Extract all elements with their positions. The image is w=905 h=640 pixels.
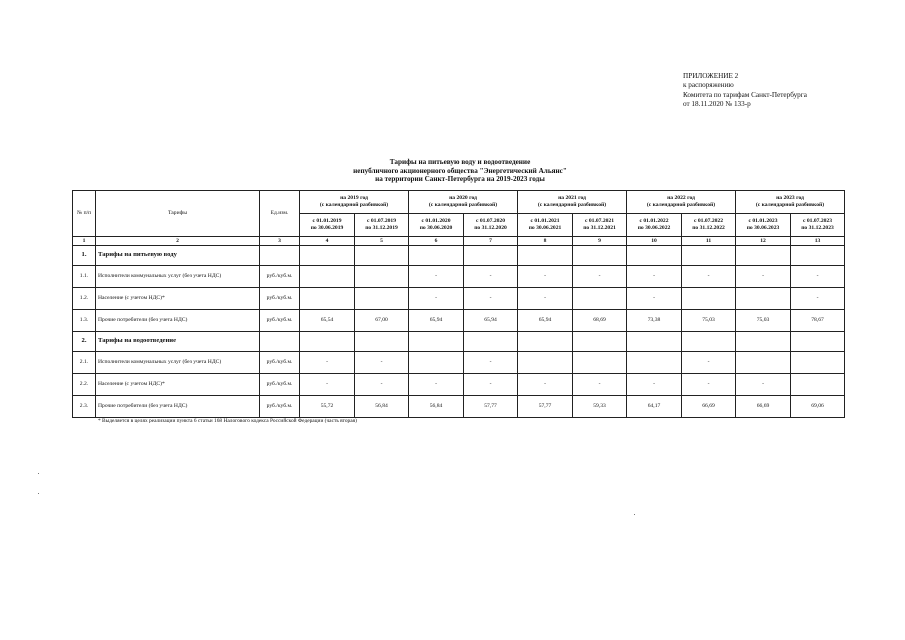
col-number: 10 (627, 237, 682, 246)
annex-line-4: от 18.11.2020 № 133-р (683, 100, 751, 109)
header-year-2019 (300, 191, 409, 214)
scan-speck (634, 514, 635, 515)
year-label: на 2020 год (449, 195, 477, 202)
scan-speck (38, 493, 39, 494)
tariff-value: - (573, 374, 627, 396)
tariff-value (573, 352, 627, 374)
period-from: с 01.07.2019 (366, 218, 397, 225)
header-year-2020 (409, 191, 518, 214)
period-from: с 01.07.2023 (802, 218, 833, 225)
period-to: по 31.12.2019 (365, 225, 398, 231)
empty-cell (260, 332, 300, 352)
table-row (73, 352, 845, 374)
year-label: на 2021 год (558, 195, 586, 202)
row-number: 2.1. (73, 352, 96, 374)
tariff-value (573, 288, 627, 310)
tariff-value: - (736, 266, 791, 288)
period-cell (627, 214, 682, 237)
period-cell (791, 214, 845, 237)
col-number: 6 (409, 237, 464, 246)
empty-cell (518, 246, 573, 266)
period-from: с 01.07.2022 (693, 218, 724, 225)
tariff-value (355, 288, 409, 310)
year-sub: (с календарной разбивкой) (755, 202, 825, 208)
section-title: Тарифы на водоотведение (96, 332, 260, 352)
col-number: 12 (736, 237, 791, 246)
col-number: 13 (791, 237, 845, 246)
year-sub: (с календарной разбивкой) (537, 202, 607, 208)
col-number: 11 (682, 237, 736, 246)
tariff-value: 65,94 (518, 310, 573, 332)
row-name: Исполнители коммунальных услуг (без учета НДС) (96, 266, 260, 288)
col-number: 1 (73, 237, 96, 246)
period-from: с 01.01.2022 (639, 218, 669, 225)
empty-cell (518, 332, 573, 352)
period-to: по 30.06.2020 (419, 225, 453, 231)
row-number: 1.3. (73, 310, 96, 332)
year-sub: (с календарной разбивкой) (319, 202, 389, 208)
row-number: 2.3. (73, 396, 96, 418)
col-number: 8 (518, 237, 573, 246)
tariff-value: - (300, 374, 355, 396)
empty-cell (627, 246, 682, 266)
tariff-value: - (464, 352, 518, 374)
row-name: Исполнители коммунальных услуг (без учета НДС) (96, 352, 260, 374)
tariff-value (791, 374, 845, 396)
annex-line-2: к распоряжению (683, 81, 734, 90)
annex-block (683, 72, 807, 110)
period-cell (573, 214, 627, 237)
row-name: Население (с учетом НДС)* (96, 288, 260, 310)
title-line-3: на территории Санкт-Петербурга на 2019-2023 годы (375, 175, 545, 184)
period-cell (682, 214, 736, 237)
tariff-value (627, 352, 682, 374)
table-row (73, 396, 845, 418)
row-number: 1.1. (73, 266, 96, 288)
tariff-value: 75,03 (682, 310, 736, 332)
empty-cell (573, 332, 627, 352)
period-from: с 01.07.2021 (584, 218, 615, 225)
header-year-2021 (518, 191, 627, 214)
row-number: 1.2. (73, 288, 96, 310)
row-unit: руб./куб.м. (260, 266, 300, 288)
header-col-unit: Ед.изм. (260, 191, 300, 237)
empty-cell (355, 332, 409, 352)
title-line-1: Тарифы на питьевую воду и водоотведение (389, 158, 531, 166)
tariff-value: - (518, 266, 573, 288)
row-number: 2.2. (73, 374, 96, 396)
col-number: 7 (464, 237, 518, 246)
period-to: по 30.06.2022 (637, 225, 671, 231)
period-from: с 01.01.2020 (421, 218, 451, 225)
tariff-value: 69,06 (791, 396, 845, 418)
tariff-value: - (518, 374, 573, 396)
annex-line-3: Комитета по тарифам Санкт-Петербурга (683, 90, 807, 99)
year-sub: (с календарной разбивкой) (646, 202, 716, 208)
row-unit: руб./куб.м. (260, 288, 300, 310)
col-number: 2 (96, 237, 260, 246)
period-cell (300, 214, 355, 237)
tariff-value (409, 352, 464, 374)
tariff-value: 57,77 (464, 396, 518, 418)
table-row (73, 288, 845, 310)
tariff-value: 65,54 (300, 310, 355, 332)
period-cell (355, 214, 409, 237)
tariff-value: - (627, 374, 682, 396)
tariff-value (736, 288, 791, 310)
row-name: Население (с учетом НДС)* (96, 374, 260, 396)
empty-cell (682, 332, 736, 352)
year-label: на 2019 год (340, 195, 368, 202)
tariff-value: - (464, 374, 518, 396)
section-row (73, 332, 845, 352)
tariff-value: 66,69 (682, 396, 736, 418)
empty-cell (300, 332, 355, 352)
table-row (73, 310, 845, 332)
period-cell (464, 214, 518, 237)
header-col-no: № п/п (73, 191, 96, 237)
tariff-value: - (355, 352, 409, 374)
empty-cell (464, 246, 518, 266)
tariff-value: - (409, 374, 464, 396)
period-cell (518, 214, 573, 237)
tariff-value (682, 288, 736, 310)
tariff-value: 65,94 (464, 310, 518, 332)
tariff-value: - (682, 266, 736, 288)
header-year-2023 (736, 191, 845, 214)
tariff-value: - (736, 374, 791, 396)
title-line-2: непубличного акционерного общества "Энергетический Альянс" (353, 166, 567, 175)
period-from: с 01.01.2019 (312, 218, 342, 225)
year-label: на 2023 год (776, 195, 804, 202)
year-label: на 2022 год (667, 195, 695, 202)
col-number: 4 (300, 237, 355, 246)
row-name: Прочие потребители (без учета НДС) (96, 310, 260, 332)
tariff-value: - (464, 288, 518, 310)
empty-cell (682, 246, 736, 266)
annex-line-1: ПРИЛОЖЕНИЕ 2 (683, 72, 739, 80)
tariff-value: - (518, 288, 573, 310)
period-from: с 01.07.2020 (475, 218, 506, 225)
tariff-value: 57,77 (518, 396, 573, 418)
col-number: 5 (355, 237, 409, 246)
tariff-value: 56,84 (355, 396, 409, 418)
period-from: с 01.01.2023 (748, 218, 778, 225)
empty-cell (409, 332, 464, 352)
empty-cell (260, 246, 300, 266)
tariff-value: - (682, 374, 736, 396)
tariff-value: 56,84 (409, 396, 464, 418)
tariff-value: - (682, 352, 736, 374)
period-to: по 30.06.2019 (310, 225, 344, 231)
tariff-value: 67,00 (355, 310, 409, 332)
header-col-tariff: Тарифы (96, 191, 260, 237)
tariff-value (355, 266, 409, 288)
tariff-value: - (573, 266, 627, 288)
tariff-value: - (627, 266, 682, 288)
tariff-value: 78,67 (791, 310, 845, 332)
period-from: с 01.01.2021 (530, 218, 560, 225)
row-unit: руб./куб.м. (260, 310, 300, 332)
empty-cell (355, 246, 409, 266)
tariff-value: 73,38 (627, 310, 682, 332)
tariff-value: 64,17 (627, 396, 682, 418)
period-to: по 31.12.2021 (583, 225, 616, 231)
tariff-value (736, 352, 791, 374)
section-row (73, 246, 845, 266)
row-unit: руб./куб.м. (260, 374, 300, 396)
tariff-value: 55,72 (300, 396, 355, 418)
row-name: Прочие потребители (без учета НДС) (96, 396, 260, 418)
tariff-value (300, 288, 355, 310)
period-to: по 31.12.2022 (692, 225, 725, 231)
tariff-value: - (409, 288, 464, 310)
empty-cell (464, 332, 518, 352)
footnote: * Выделяется в целях реализации пункта 6 статьи 168 Налогового кодекса Российской Федерации (часть вторая) (98, 418, 357, 424)
document-title (300, 158, 620, 184)
column-number-row (73, 237, 845, 246)
empty-cell (409, 246, 464, 266)
tariff-value (300, 266, 355, 288)
tariff-value: 59,33 (573, 396, 627, 418)
scan-speck (38, 473, 39, 474)
tariff-value: - (627, 288, 682, 310)
section-title: Тарифы на питьевую воду (96, 246, 260, 266)
period-cell (736, 214, 791, 237)
period-to: по 31.12.2020 (474, 225, 507, 231)
tariff-value: 65,94 (409, 310, 464, 332)
section-number: 1. (73, 246, 96, 266)
empty-cell (573, 246, 627, 266)
period-to: по 30.06.2021 (528, 225, 562, 231)
col-number: 3 (260, 237, 300, 246)
tariff-value: 75,03 (736, 310, 791, 332)
table-row (73, 374, 845, 396)
tariff-value: - (355, 374, 409, 396)
period-to: по 31.12.2023 (801, 225, 834, 231)
row-unit: руб./куб.м. (260, 396, 300, 418)
table-body (73, 246, 845, 418)
tariff-value: - (791, 288, 845, 310)
tariff-value: - (791, 266, 845, 288)
year-sub: (с календарной разбивкой) (428, 202, 498, 208)
period-to: по 30.06.2023 (746, 225, 780, 231)
tariff-table (72, 190, 845, 418)
tariff-value: 66,69 (736, 396, 791, 418)
empty-cell (627, 332, 682, 352)
tariff-value: 68,69 (573, 310, 627, 332)
empty-cell (791, 246, 845, 266)
section-number: 2. (73, 332, 96, 352)
tariff-value (518, 352, 573, 374)
row-unit: руб./куб.м. (260, 352, 300, 374)
tariff-value: - (464, 266, 518, 288)
table-row (73, 266, 845, 288)
period-cell (409, 214, 464, 237)
tariff-value (791, 352, 845, 374)
tariff-value: - (409, 266, 464, 288)
empty-cell (736, 246, 791, 266)
tariff-value: - (300, 352, 355, 374)
empty-cell (736, 332, 791, 352)
empty-cell (791, 332, 845, 352)
header-year-2022 (627, 191, 736, 214)
empty-cell (300, 246, 355, 266)
col-number: 9 (573, 237, 627, 246)
